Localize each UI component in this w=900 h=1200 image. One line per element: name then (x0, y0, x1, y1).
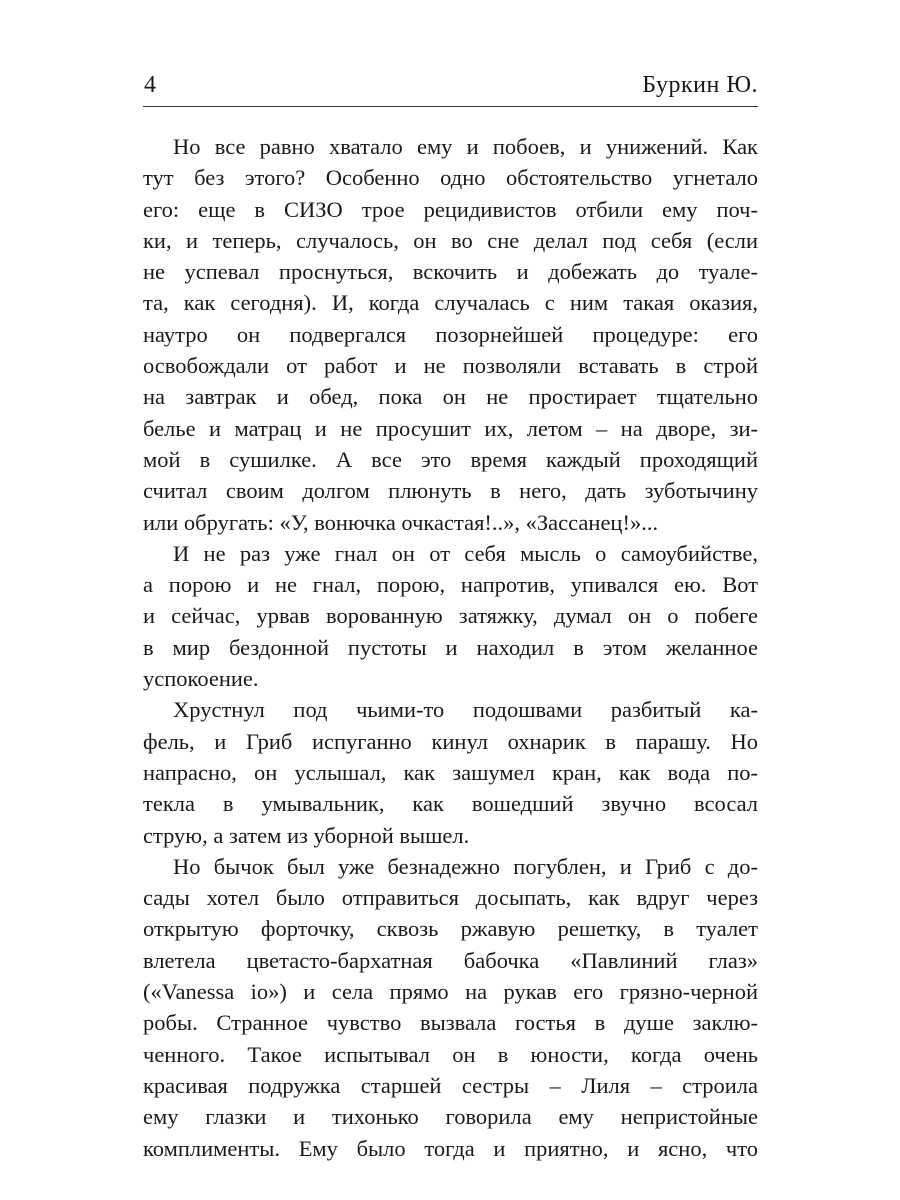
paragraph-1-line: тут без этого? Особенно одно обстоятельство угнетало (143, 165, 758, 191)
paragraph-4-line: сады хотел было отправиться досыпать, как вдруг через (143, 885, 758, 911)
paragraph-4-line: («Vanessa io») и села прямо на рукав его грязно-черной (143, 979, 758, 1005)
body-text (143, 131, 758, 1164)
running-head-author: Буркин Ю. (642, 72, 758, 98)
book-page (143, 0, 758, 1200)
paragraph-1-line: наутро он подвергался позорнейшей процедуре: его (143, 321, 758, 347)
paragraph-4-line: комплименты. Ему было тогда и приятно, и ясно, что (143, 1135, 758, 1161)
paragraph-4-line: влетела цветасто-бархатная бабочка «Павлиний глаз» (143, 947, 758, 973)
paragraph-1-line: или обругать: «У, вонючка очкастая!..», «Зассанец!»... (143, 509, 659, 535)
paragraph-4-line: Но бычок был уже безнадежно погублен, и Гриб с до- (173, 853, 758, 879)
paragraph-2-line: и сейчас, урвав ворованную затяжку, думал он о побеге (143, 603, 758, 629)
paragraph-3-line: Хрустнул под чьими-то подошвами разбитый ка- (173, 697, 758, 723)
paragraph-2-line: успокоение. (143, 666, 259, 692)
running-head (143, 66, 758, 107)
paragraph-3-line: напрасно, он услышал, как зашумел кран, как вода по- (143, 759, 758, 785)
paragraph-2-line: И не раз уже гнал он от себя мысль о самоубийстве, (173, 540, 758, 566)
paragraph-1-line: Но все равно хватало ему и побоев, и унижений. Как (173, 134, 758, 159)
paragraph-1-line: та, как сегодня). И, когда случалась с ним такая оказия, (143, 290, 758, 316)
paragraph-3-line: струю, а затем из уборной вышел. (143, 822, 470, 848)
paragraph-3-line: фель, и Гриб испуганно кинул охнарик в парашу. Но (143, 728, 758, 754)
paragraph-3-line: текла в умывальник, как вошедший звучно всосал (143, 791, 758, 817)
page-number: 4 (144, 72, 156, 98)
paragraph-4-line: ему глазки и тихонько говорила ему непристойные (143, 1104, 758, 1130)
paragraph-4-line: ченного. Такое испытывал он в юности, когда очень (143, 1041, 758, 1067)
paragraph-4-line: красивая подружка старшей сестры – Лиля – строила (143, 1072, 758, 1098)
paragraph-1-line: считал своим долгом плюнуть в него, дать зуботычину (143, 478, 758, 504)
paragraph-1-line: на завтрак и обед, пока он не простирает тщательно (143, 384, 758, 410)
paragraph-2-line: а порою и не гнал, порою, напротив, упивался ею. Вот (143, 572, 758, 598)
paragraph-1-line: ки, и теперь, случалось, он во сне делал под себя (если (143, 227, 758, 253)
paragraph-1-line: белье и матрац и не просушит их, летом – на дворе, зи- (143, 415, 758, 441)
paragraph-1-line: его: еще в СИЗО трое рецидивистов отбили ему поч- (143, 196, 758, 222)
paragraph-4-line: робы. Странное чувство вызвала гостья в душе заклю- (143, 1010, 758, 1036)
paragraph-4-line: открытую форточку, сквозь ржавую решетку, в туалет (143, 916, 758, 942)
paragraph-1-line: не успевал проснуться, вскочить и добежать до туале- (143, 259, 758, 285)
paragraph-1-line: мой в сушилке. А все это время каждый проходящий (143, 446, 758, 472)
paragraph-1-line: освобождали от работ и не позволяли вставать в строй (143, 353, 758, 379)
paragraph-2-line: в мир бездонной пустоты и находил в этом желанное (143, 634, 758, 660)
